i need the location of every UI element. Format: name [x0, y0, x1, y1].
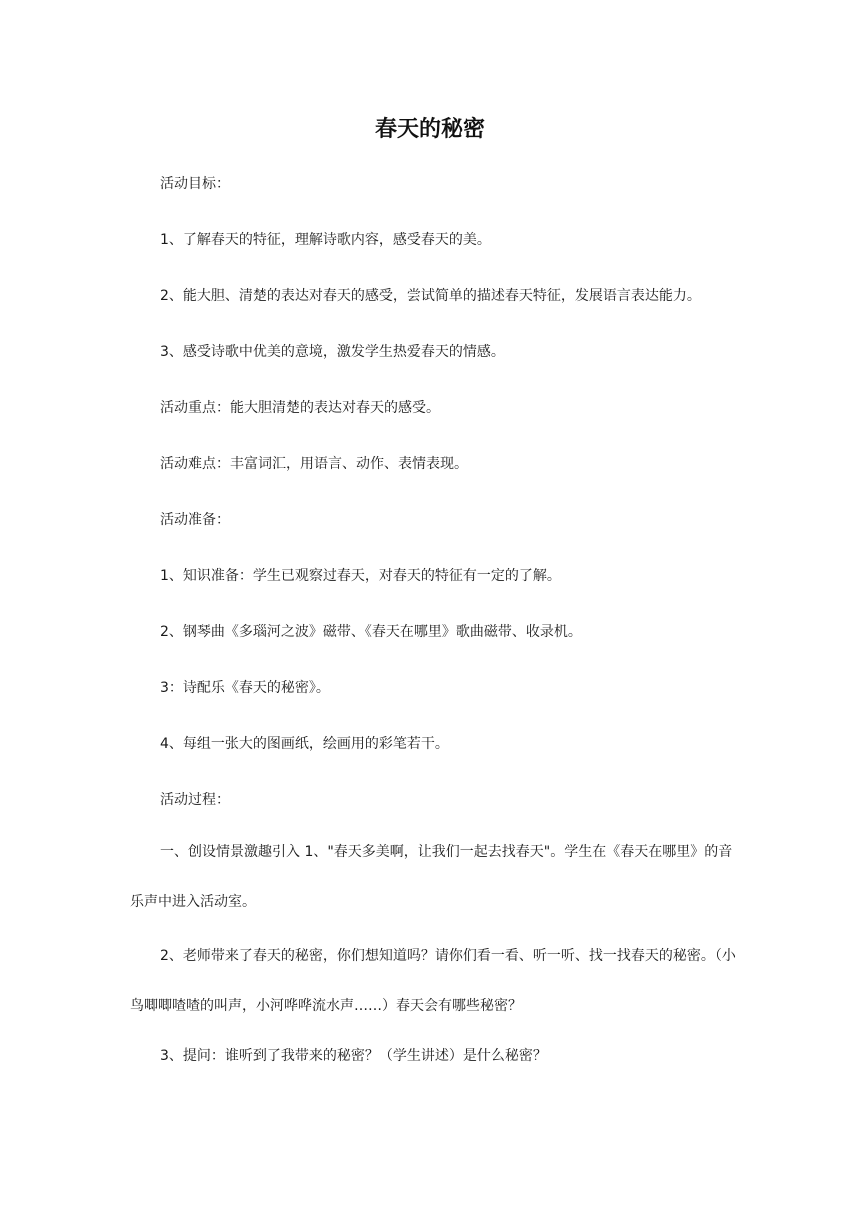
document-title: 春天的秘密: [374, 117, 485, 142]
paragraph-goal-2: 2、能大胆、清楚的表达对春天的感受，尝试简单的描述春天特征，发展语言表达能力。: [160, 288, 701, 304]
paragraph-goal-1: 1、了解春天的特征，理解诗歌内容，感受春天的美。: [160, 232, 491, 248]
paragraph-process-step-1: 一、创设情景激趣引入 1、"春天多美啊，让我们一起去找春天"。学生在《春天在哪里》的音乐声中进入活动室。: [130, 844, 733, 910]
paragraph-goal-3: 3、感受诗歌中优美的意境，激发学生热爱春天的情感。: [160, 344, 505, 360]
paragraph-process-step-3: 3、提问：谁听到了我带来的秘密？（学生讲述）是什么秘密？: [160, 1048, 547, 1064]
paragraph-prep-3: 3：诗配乐《春天的秘密》。: [160, 680, 330, 696]
paragraph-prep-2: 2、钢琴曲《多瑙河之波》磁带、《春天在哪里》歌曲磁带、收录机。: [160, 624, 582, 640]
paragraph-key-point: 活动重点：能大胆清楚的表达对春天的感受。: [160, 400, 440, 416]
paragraph-difficulty: 活动难点：丰富词汇，用语言、动作、表情表现。: [160, 456, 468, 472]
paragraph-prep-1: 1、知识准备：学生已观察过春天，对春天的特征有一定的了解。: [160, 568, 561, 584]
paragraph-process: 活动过程：: [160, 792, 230, 808]
paragraph-prep-4: 4、每组一张大的图画纸，绘画用的彩笔若干。: [160, 736, 449, 752]
paragraph-activity-goals: 活动目标：: [160, 176, 230, 192]
paragraph-preparation: 活动准备：: [160, 512, 230, 528]
paragraph-process-step-2: 2、老师带来了春天的秘密，你们想知道吗？请你们看一看、听一听、找一找春天的秘密。（小鸟唧唧喳喳的叫声，小河哗哗流水声……）春天会有哪些秘密？: [130, 948, 736, 1014]
